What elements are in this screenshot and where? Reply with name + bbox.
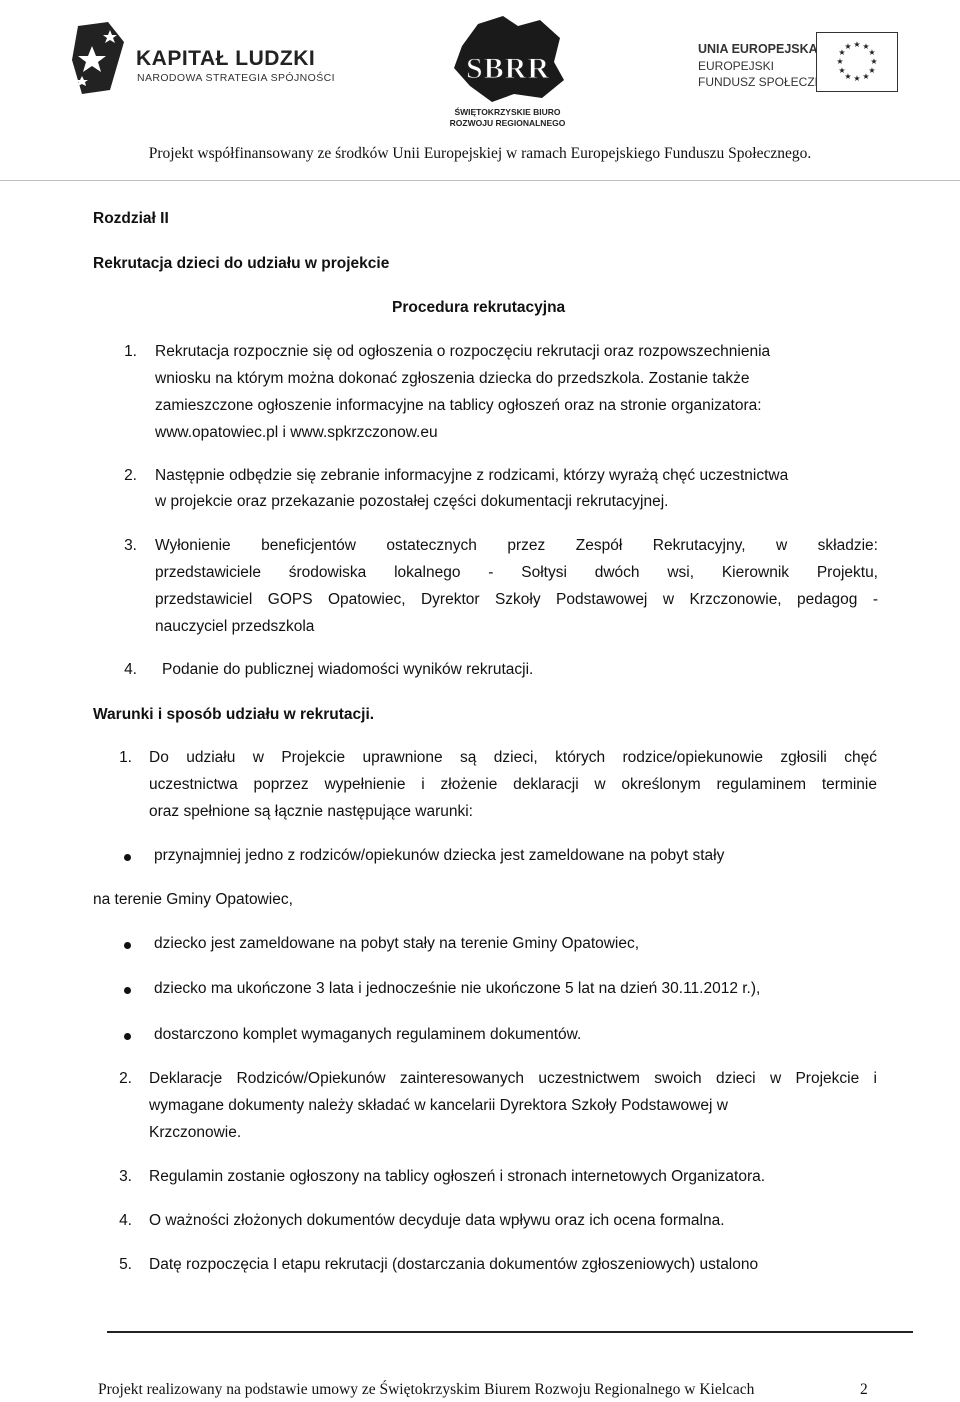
svg-text:★: ★	[836, 57, 844, 66]
kapital-ludzki-star-icon	[70, 20, 130, 98]
cond-3-number: 3.	[119, 1168, 132, 1185]
cond-2-line-1: Deklaracje Rodziców/Opiekunów zainteresowanych uczestnictwem swoich dzieci w Projekcie i	[149, 1070, 877, 1087]
svg-text:★: ★	[844, 72, 852, 81]
header-divider	[0, 180, 960, 181]
proc-2-line-1: Następnie odbędzie się zebranie informacyjne z rodzicami, którzy wyrażą chęć uczestnictwa	[155, 467, 789, 484]
link-separator: i	[278, 424, 291, 441]
cond-4-number: 4.	[119, 1212, 132, 1229]
bullet-icon	[124, 854, 131, 861]
svg-text:★: ★	[853, 40, 861, 49]
svg-text:★: ★	[853, 74, 861, 83]
bullet-2-text: dziecko jest zameldowane na pobyt stały na terenie Gminy Opatowiec,	[154, 935, 640, 952]
sbrr-title: SBRR	[465, 52, 551, 85]
sbrr-logo	[440, 14, 575, 128]
footer-divider	[107, 1331, 913, 1333]
svg-text:★: ★	[870, 57, 878, 66]
proc-1-line-1: Rekrutacja rozpocznie się od ogłoszenia o rozpoczęciu rekrutacji oraz rozpowszechnienia	[155, 343, 771, 360]
proc-4-number: 4.	[124, 661, 137, 678]
proc-3-number: 3.	[124, 537, 137, 554]
proc-1-links	[155, 424, 438, 442]
cond-5-text: Datę rozpoczęcia I etapu rekrutacji (dostarczania dokumentów zgłoszeniowych) ustalono	[149, 1256, 759, 1273]
proc-3-line-3: przedstawiciel GOPS Opatowiec, Dyrektor Szkoły Podstawowej w Krzczonowie, pedagog -	[155, 591, 878, 608]
proc-1-line-3: zamieszczone ogłoszenie informacyjne na tablicy ogłoszeń oraz na stronie organizatora:	[155, 397, 762, 414]
bullet-1-continuation: na terenie Gminy Opatowiec,	[93, 891, 293, 908]
proc-1-line-2: wniosku na którym można dokonać zgłoszenia dziecka do przedszkola. Zostanie także	[155, 370, 750, 387]
proc-1-number: 1.	[124, 343, 137, 360]
cond-1-line-2: uczestnictwa poprzez wypełnienie i złożenie deklaracji w określonym regulaminem terminie	[149, 776, 877, 793]
eu-line-2: EUROPEJSKI	[698, 59, 775, 73]
page-number: 2	[860, 1381, 868, 1398]
conditions-heading: Warunki i sposób udziału w rekrutacji.	[93, 706, 375, 723]
bullet-1-text: przynajmniej jedno z rodziców/opiekunów dziecka jest zameldowane na pobyt stały	[154, 847, 725, 864]
proc-3-line-2: przedstawiciele środowiska lokalnego - Sołtysi dwóch wsi, Kierownik Projektu,	[155, 564, 878, 581]
svg-text:★: ★	[838, 48, 846, 57]
proc-2-number: 2.	[124, 467, 137, 484]
svg-text:★: ★	[838, 66, 846, 75]
svg-text:★: ★	[862, 72, 870, 81]
svg-text:★: ★	[868, 66, 876, 75]
cond-2-number: 2.	[119, 1070, 132, 1087]
proc-4-line-1: Podanie do publicznej wiadomości wyników rekrutacji.	[162, 661, 534, 678]
cond-1-number: 1.	[119, 749, 132, 766]
svg-text:★: ★	[868, 48, 876, 57]
cond-3-text: Regulamin zostanie ogłoszony na tablicy ogłoszeń i stronach internetowych Organizatora.	[149, 1168, 766, 1185]
svg-text:★: ★	[862, 42, 870, 51]
sbrr-subtitle-2: ROZWOJU REGIONALNEGO	[449, 118, 566, 128]
cond-5-number: 5.	[119, 1256, 132, 1273]
cond-4-text: O ważności złożonych dokumentów decyduje data wpływu oraz ich ocena formalna.	[149, 1212, 725, 1229]
eu-line-1: UNIA EUROPEJSKA	[698, 42, 818, 56]
cond-2-line-2: wymagane dokumenty należy składać w kancelarii Dyrektora Szkoły Podstawowej w	[149, 1097, 728, 1114]
eu-flag-icon	[816, 32, 898, 92]
proc-2-line-2: w projekcie oraz przekazanie pozostałej części dokumentacji rekrutacyjnej.	[155, 493, 669, 510]
kapital-ludzki-subtitle: NARODOWA STRATEGIA SPÓJNOŚCI	[137, 72, 335, 84]
procedure-heading: Procedura rekrutacyjna	[392, 299, 566, 316]
cond-1-line-1: Do udziału w Projekcie uprawnione są dzieci, których rodzice/opiekunowie zgłosili chęć	[149, 749, 877, 766]
spkrzczonow-link[interactable]: www.spkrzczonow.eu	[290, 424, 438, 441]
proc-3-line-4: nauczyciel przedszkola	[155, 618, 315, 635]
bullet-icon	[124, 1033, 131, 1040]
bullet-icon	[124, 942, 131, 949]
sbrr-subtitle-1: ŚWIĘTOKRZYSKIE BIURO	[454, 107, 561, 117]
kapital-ludzki-title: KAPITAŁ LUDZKI	[136, 47, 316, 70]
proc-3-line-1: Wyłonienie beneficjentów ostatecznych przez Zespół Rekrutacyjny, w składzie:	[155, 537, 878, 554]
cofinance-note: Projekt współfinansowany ze środków Unii Europejskiej w ramach Europejskiego Funduszu Społecznego.	[148, 145, 812, 162]
bullet-4-text: dostarczono komplet wymaganych regulaminem dokumentów.	[154, 1026, 582, 1043]
chapter-heading: Rozdział II	[93, 210, 169, 227]
eu-line-3: FUNDUSZ SPOŁECZNY	[698, 75, 832, 89]
bullet-icon	[124, 987, 131, 994]
bullet-3-text: dziecko ma ukończone 3 lata i jednocześnie nie ukończone 5 lat na dzień 30.11.2012 r.),	[154, 980, 761, 997]
eu-logo	[698, 32, 898, 112]
cond-2-line-3: Krzczonowie.	[149, 1124, 242, 1141]
cond-1-line-3: oraz spełnione są łącznie następujące warunki:	[149, 803, 473, 820]
footer-text: Projekt realizowany na podstawie umowy ze Świętokrzyskim Biurem Rozwoju Regionalnego w Kielcach	[98, 1381, 755, 1398]
svg-text:★: ★	[844, 42, 852, 51]
opatowiec-link[interactable]: www.opatowiec.pl	[155, 424, 279, 441]
kapital-ludzki-logo	[70, 20, 340, 100]
chapter-subtitle: Rekrutacja dzieci do udziału w projekcie	[93, 255, 390, 272]
